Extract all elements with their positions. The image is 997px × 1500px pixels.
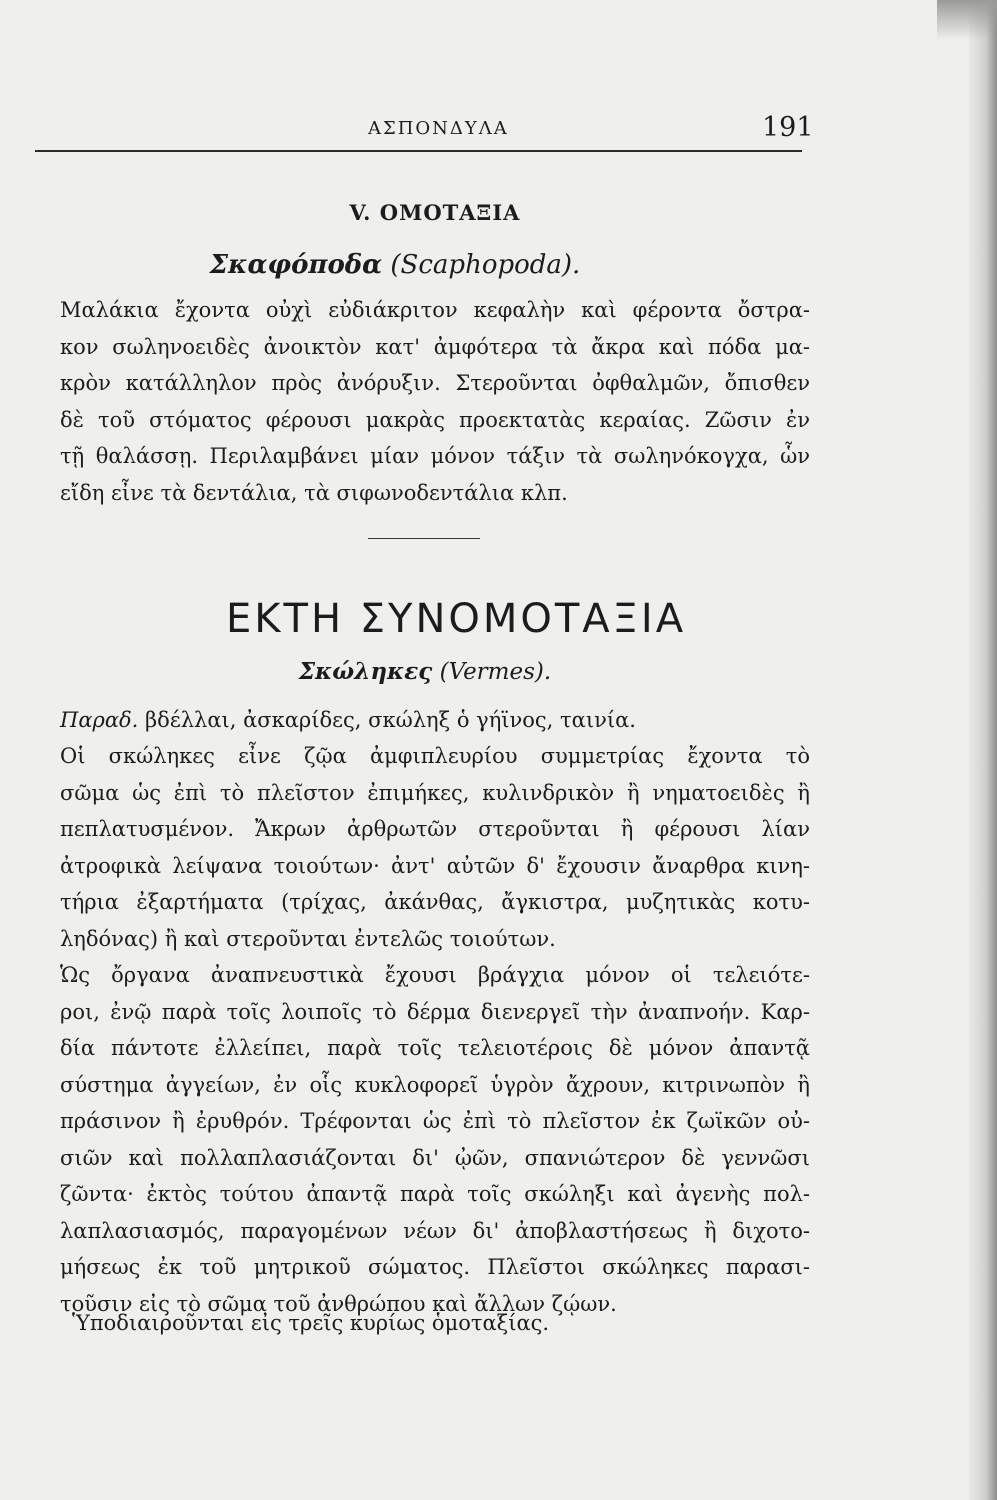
text-line: εἴδη εἶνε τὰ δεντάλια, τὰ σιφωνοδεντάλια κλπ. (60, 480, 568, 505)
chapter-paragraph-3 (60, 1305, 810, 1342)
text-line: σῶμα ὡς ἐπὶ τὸ πλεῖστον ἐπιμήκες, κυλινδρικὸν ἢ νηματοειδὲς ἢ (60, 780, 810, 805)
section-subtitle-latin: (Scaphopoda). (390, 250, 581, 280)
chapter-paragraph-2 (60, 957, 810, 1322)
text-line: τῇ θαλάσσῃ. Περιλαμβάνει μίαν μόνον τάξιν τὰ σωληνόκογχα, ὧν (60, 444, 810, 468)
text-line: σύστημα ἀγγείων, ἐν οἷς κυκλοφορεῖ ὑγρὸν ἄχρουν, κιτρινωπὸν ἢ (60, 1072, 810, 1097)
text-line: τήρια ἐξαρτήματα (τρίχας, ἀκάνθας, ἄγκιστρα, μυζητικὰς κοτυ- (60, 890, 810, 914)
chapter-subtitle-greek: Σκώληκες (298, 658, 433, 685)
text-line: Ὑποδιαιροῦνται εἰς τρεῖς κυρίως ὁμοταξίας. (72, 1311, 550, 1335)
text-line: Μαλάκια ἔχοντα οὐχὶ εὐδιάκριτον κεφαλὴν καὶ φέροντα ὄστρα- (60, 298, 810, 322)
text-line: Οἱ σκώληκες εἶνε ζῷα ἀμφιπλευρίου συμμετρίας ἔχοντα τὸ (60, 744, 810, 768)
text-line: ροι, ἐνῷ παρὰ τοῖς λοιποῖς τὸ δέρμα διενεργεῖ τὴν ἀναπνοήν. Καρ- (60, 999, 810, 1024)
section-subtitle (0, 250, 790, 280)
example-label: Παραδ. (60, 708, 139, 732)
text-line: κον σωληνοειδὲς ἀνοικτὸν κατ' ἀμφότερα τὰ ἄκρα καὶ πόδα μα- (60, 334, 810, 359)
text-line: πεπλατυσμένον. Ἄκρων ἀρθρωτῶν στεροῦνται ἢ φέρουσι λίαν (60, 817, 810, 841)
section-subtitle-greek: Σκαφόποδα (209, 250, 383, 280)
text-line: μήσεως ἐκ τοῦ μητρικοῦ σώματος. Πλεῖστοι σκώληκες παρασι- (60, 1255, 810, 1279)
running-header: ΑΣΠΟΝΔΥΛΑ (368, 118, 509, 139)
chapter-paragraph-1 (60, 738, 810, 957)
text-line: δία πάντοτε ἐλλείπει, παρὰ τοῖς τελειοτέροις δὲ μόνον ἀπαντᾷ (60, 1036, 810, 1060)
text-line: ζῶντα· ἐκτὸς τούτου ἀπαντᾷ παρὰ τοῖς σκώληξι καὶ ἀγενὴς πολ- (60, 1182, 810, 1206)
page-edge-shadow (969, 0, 997, 1500)
section-divider (368, 538, 480, 539)
text-line: λαπλασιασμός, παραγομένων νέων δι' ἀποβλαστήσεως ἢ διχοτο- (60, 1218, 810, 1243)
text-line: Ὡς ὄργανα ἀναπνευστικὰ ἔχουσι βράγχια μόνον οἱ τελειότε- (60, 963, 810, 987)
example-line (60, 702, 810, 739)
chapter-subtitle (0, 658, 850, 685)
chapter-heading: ΕΚΤΗ ΣΥΝΟΜΟΤΑΞΙΑ (226, 596, 687, 642)
section-heading: V. ΟΜΟΤΑΞΙΑ (349, 200, 521, 225)
text-line: σιῶν καὶ πολλαπλασιάζονται δι' ᾠῶν, σπανιώτερον δὲ γεννῶσι (60, 1145, 810, 1170)
text-line: πράσινον ἢ ἐρυθρόν. Τρέφονται ὡς ἐπὶ τὸ πλεῖστον ἐκ ζωϊκῶν οὐ- (60, 1109, 810, 1133)
text-line: ληδόνας) ἢ καὶ στεροῦνται ἐντελῶς τοιούτων. (60, 926, 556, 951)
text-line: ἀτροφικὰ λείψανα τοιούτων· ἀντ' αὐτῶν δ' ἔχουσιν ἄναρθρα κινη- (60, 853, 810, 878)
page-number: 191 (762, 112, 814, 143)
header-rule (35, 150, 802, 152)
text-line: δὲ τοῦ στόματος φέρουσι μακρὰς προεκτατὰς κεραίας. Ζῶσιν ἐν (60, 407, 810, 432)
example-text: βδέλλαι, ἀσκαρίδες, σκώληξ ὁ γήϊνος, ταινία. (145, 708, 636, 732)
section-paragraph (60, 292, 810, 511)
text-line (60, 702, 810, 739)
chapter-subtitle-latin: (Vermes). (439, 659, 552, 685)
text-line: κρὸν κατάλληλον πρὸς ἀνόρυξιν. Στεροῦνται ὀφθαλμῶν, ὄπισθεν (60, 371, 810, 395)
page-corner-shadow (937, 0, 997, 40)
text-line: τοῦσιν εἰς τὸ σῶμα τοῦ ἀνθρώπου καὶ ἄλλων ζῴων. (60, 1291, 617, 1316)
